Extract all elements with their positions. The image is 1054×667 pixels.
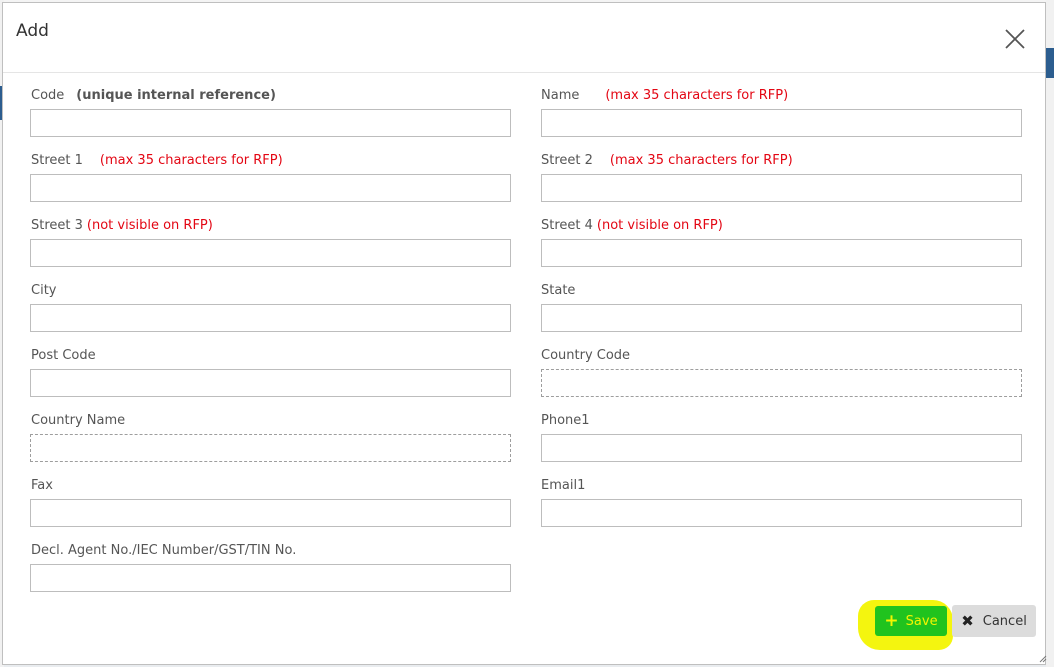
cancel-button-label: Cancel: [982, 613, 1027, 629]
code-input[interactable]: [30, 109, 511, 137]
code-label: [31, 88, 276, 103]
code-label-text: Code: [31, 88, 65, 103]
name-input[interactable]: [541, 109, 1022, 137]
street1-input[interactable]: [30, 174, 511, 202]
street2-label-text: Street 2: [541, 153, 593, 168]
background-accent: [1046, 48, 1054, 78]
close-icon: [999, 23, 1029, 53]
country-code-input[interactable]: [541, 369, 1022, 397]
phone1-label: Phone1: [541, 413, 590, 428]
street1-label-text: Street 1: [31, 153, 83, 168]
fax-input[interactable]: [30, 499, 511, 527]
plus-icon: +: [884, 610, 899, 631]
country-code-label: Country Code: [541, 348, 631, 363]
country-name-input[interactable]: [30, 434, 511, 462]
city-label: City: [31, 283, 57, 298]
street4-hint: (not visible on RFP): [596, 218, 723, 233]
post-code-label: Post Code: [31, 348, 96, 363]
street4-input[interactable]: [541, 239, 1022, 267]
phone1-input[interactable]: [541, 434, 1022, 462]
code-hint: (unique internal reference): [76, 88, 276, 103]
street3-input[interactable]: [30, 239, 511, 267]
name-label: [541, 88, 788, 103]
street4-label-text: Street 4: [541, 218, 593, 233]
street2-input[interactable]: [541, 174, 1022, 202]
decl-agent-input[interactable]: [30, 564, 511, 592]
fax-label: Fax: [31, 478, 53, 493]
email1-input[interactable]: [541, 499, 1022, 527]
resize-grip-icon[interactable]: [1039, 655, 1047, 663]
street1-label: [31, 153, 283, 168]
street3-label-text: Street 3: [31, 218, 83, 233]
street3-hint: (not visible on RFP): [86, 218, 213, 233]
country-name-label: Country Name: [31, 413, 126, 428]
cancel-button[interactable]: [952, 605, 1036, 637]
name-hint: (max 35 characters for RFP): [605, 88, 789, 103]
street1-hint: (max 35 characters for RFP): [99, 153, 283, 168]
street3-label: [31, 218, 213, 233]
dialog-title: Add: [16, 21, 49, 41]
state-input[interactable]: [541, 304, 1022, 332]
dialog-header: [3, 3, 1045, 73]
add-dialog: [2, 2, 1046, 665]
city-input[interactable]: [30, 304, 511, 332]
email1-label: Email1: [541, 478, 586, 493]
close-button[interactable]: [999, 23, 1029, 53]
name-label-text: Name: [541, 88, 580, 103]
state-label: State: [541, 283, 576, 298]
save-button[interactable]: [875, 606, 947, 636]
x-icon: ✖: [961, 611, 974, 630]
street2-hint: (max 35 characters for RFP): [609, 153, 793, 168]
decl-agent-label: Decl. Agent No./IEC Number/GST/TIN No.: [31, 543, 297, 558]
save-button-label: Save: [905, 613, 938, 629]
post-code-input[interactable]: [30, 369, 511, 397]
street2-label: [541, 153, 793, 168]
background-app-right: [1046, 0, 1054, 667]
street4-label: [541, 218, 723, 233]
